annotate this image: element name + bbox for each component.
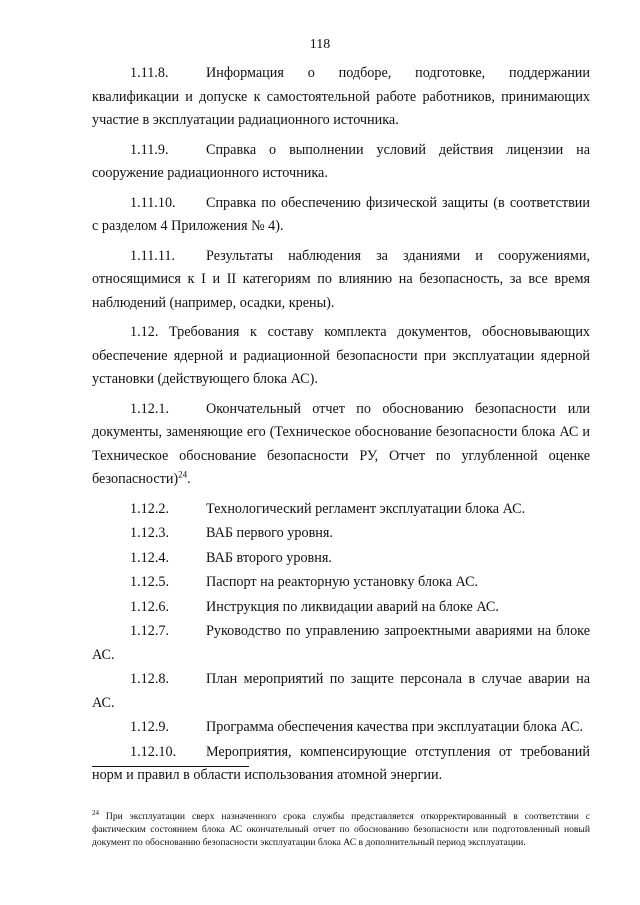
paragraph-number: 1.12.10. bbox=[130, 743, 177, 760]
footnote-reference: 24 bbox=[178, 469, 188, 480]
footnote bbox=[92, 810, 590, 849]
paragraph-text: Справка о выполнении условий действия лицензии на сооружение радиационного источника. bbox=[92, 141, 590, 181]
document-body bbox=[92, 62, 590, 789]
paragraph-text: Программа обеспечения качества при эксплуатации блока АС. bbox=[206, 719, 584, 735]
footnote-divider bbox=[92, 766, 249, 767]
list-item-1-12-2 bbox=[92, 498, 590, 522]
footnote-text: При эксплуатации сверх назначенного срока службы представляется откорректированный в соответствии с фактическим состоянием блока АС окончательный отчет по обоснованию безопасности или подготовленный новый документ по обоснованию безопасности эксплуатации блока АС в дополнительный период эксплуатации. bbox=[92, 810, 590, 848]
list-item-1-12-8 bbox=[92, 668, 590, 715]
paragraph-text: ВАБ первого уровня. bbox=[206, 525, 333, 541]
list-item-1-12-5 bbox=[92, 571, 590, 595]
paragraph-number: 1.11.11. bbox=[130, 247, 176, 264]
list-item-1-12-3 bbox=[92, 522, 590, 546]
paragraph-text: Мероприятия, компенсирующие отступления от требований норм и правил в области использования атомной энергии. bbox=[92, 743, 590, 783]
paragraph-text: Окончательный отчет по обоснованию безопасности или документы, заменяющие его (Техническое обоснование безопасности блока АС и Техническое обоснование безопасности РУ, Отчет по углубленной оценке безопасности) bbox=[92, 400, 590, 487]
paragraph-number: 1.11.9. bbox=[130, 141, 169, 158]
paragraph-1-12-1 bbox=[92, 398, 590, 492]
paragraph-text: Справка по обеспечению физической защиты (в соответствии с разделом 4 Приложения № 4). bbox=[92, 194, 590, 234]
paragraph-text: Инструкция по ликвидации аварий на блоке АС. bbox=[206, 598, 499, 615]
list-item-1-12-9 bbox=[92, 716, 590, 740]
paragraph-1-11-11 bbox=[92, 245, 590, 316]
page-number: 118 bbox=[309, 37, 331, 52]
paragraph-number: 1.12.8. bbox=[130, 671, 170, 687]
paragraph-text: ВАБ второго уровня. bbox=[206, 549, 332, 566]
paragraph-number: 1.12.7. bbox=[130, 623, 170, 639]
paragraph-number: 1.12.4. bbox=[130, 549, 170, 566]
paragraph-1-11-8 bbox=[92, 62, 590, 133]
list-item-1-12-6 bbox=[92, 596, 590, 620]
paragraph-number: 1.11.10. bbox=[130, 194, 176, 211]
paragraph-number: 1.12.2. bbox=[130, 500, 170, 517]
paragraph-1-11-9 bbox=[92, 139, 590, 186]
paragraph-number: 1.12.6. bbox=[130, 598, 170, 615]
paragraph-1-11-10 bbox=[92, 192, 590, 239]
paragraph-text: Паспорт на реакторную установку блока АС. bbox=[206, 574, 479, 590]
list-item-1-12-7 bbox=[92, 620, 590, 667]
list-item-1-12-10 bbox=[92, 741, 590, 788]
paragraph-text: План мероприятий по защите персонала в случае аварии на АС. bbox=[92, 671, 590, 711]
paragraph-number: 1.11.8. bbox=[130, 65, 169, 81]
paragraph-text: Технологический регламент эксплуатации блока АС. bbox=[206, 500, 526, 517]
paragraph-number: 1.12.3. bbox=[130, 525, 170, 541]
paragraph-text: Результаты наблюдения за зданиями и сооружениями, относящимися к I и II категориям по влиянию на безопасность, за все время наблюдений (например, осадки, крены). bbox=[92, 247, 590, 311]
section-1-12 bbox=[92, 321, 590, 392]
paragraph-tail: . bbox=[187, 471, 191, 487]
section-number: 1.12. bbox=[130, 324, 159, 340]
paragraph-number: 1.12.9. bbox=[130, 719, 170, 735]
paragraph-number: 1.12.1. bbox=[130, 400, 170, 417]
paragraph-text: Руководство по управлению запроектными авариями на блоке АС. bbox=[92, 623, 590, 663]
footnote-mark: 24 bbox=[92, 808, 99, 817]
section-text: Требования к составу комплекта документов, обосновывающих обеспечение ядерной и радиационной безопасности при эксплуатации ядерной установки (действующего блока АС). bbox=[92, 324, 591, 387]
paragraph-text: Информация о подборе, подготовке, поддержании квалификации и допуске к самостоятельной работе работников, принимающих участие в эксплуатации радиационного источника. bbox=[92, 65, 590, 128]
paragraph-number: 1.12.5. bbox=[130, 574, 170, 590]
list-item-1-12-4 bbox=[92, 547, 590, 571]
